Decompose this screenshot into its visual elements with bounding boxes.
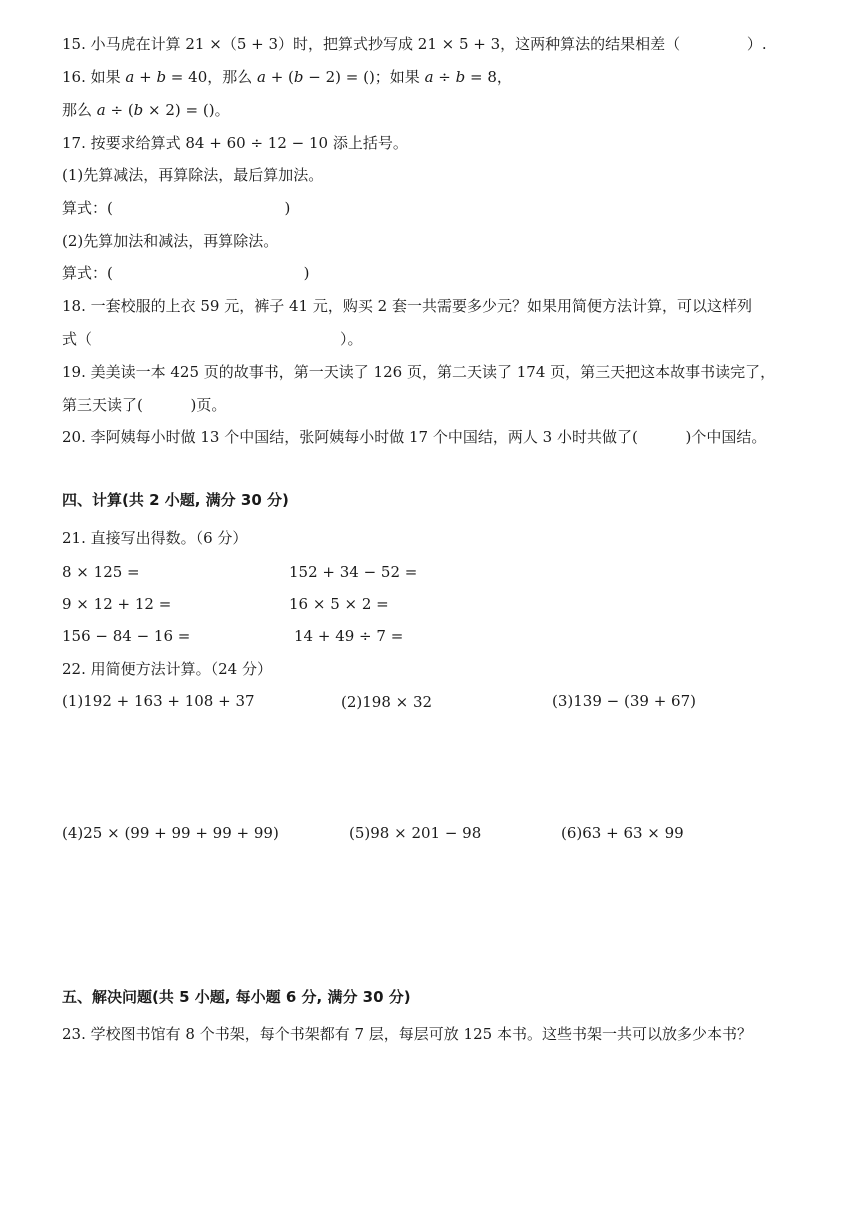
q22-item-3: (3)139 − (39 + 67)	[552, 692, 696, 710]
q21-item-4: 16 × 5 × 2 =	[289, 595, 389, 613]
question-18-line2: 式（ ）。	[62, 330, 363, 348]
question-17: 17. 按要求给算式 84 + 60 ÷ 12 − 10 添上括号。	[62, 134, 408, 152]
question-17-part1: (1)先算减法，再算除法，最后算加法。	[62, 166, 324, 184]
question-17-part2: (2)先算加法和减法，再算除法。	[62, 232, 279, 250]
question-16-line2: 那么 𝑎 ÷ (𝑏 × 2) = ()。	[62, 101, 230, 119]
section-5-heading: 五、解决问题(共 5 小题, 每小题 6 分, 满分 30 分)	[62, 988, 411, 1006]
q22-item-4: (4)25 × (99 + 99 + 99 + 99)	[62, 824, 279, 842]
question-23: 23. 学校图书馆有 8 个书架，每个书架都有 7 层，每层可放 125 本书。这些书架一共可以放多少本书？	[62, 1025, 752, 1043]
question-16-line1: 16. 如果 𝑎 + 𝑏 = 40，那么 𝑎 + (𝑏 − 2) = ()；如果 𝑎 ÷ 𝑏 = 8，	[62, 68, 512, 86]
question-21: 21. 直接写出得数。（6 分）	[62, 529, 248, 547]
q21-item-1: 8 × 125 =	[62, 563, 140, 581]
q21-item-5: 156 − 84 − 16 =	[62, 627, 191, 645]
question-22: 22. 用简便方法计算。（24 分）	[62, 660, 272, 678]
q22-item-5: (5)98 × 201 − 98	[349, 824, 482, 842]
q21-item-3: 9 × 12 + 12 =	[62, 595, 172, 613]
question-19-line1: 19. 美美读一本 425 页的故事书，第一天读了 126 页，第二天读了 174 页，第三天把这本故事书读完了，	[62, 363, 776, 381]
question-20: 20. 李阿姨每小时做 13 个中国结，张阿姨每小时做 17 个中国结，两人 3 小时共做了( )个中国结。	[62, 428, 767, 446]
question-19-line2: 第三天读了( )页。	[62, 396, 227, 414]
question-17-part2-answer: 算式：( )	[62, 264, 310, 282]
q22-item-6: (6)63 + 63 × 99	[561, 824, 684, 842]
question-18-line1: 18. 一套校服的上衣 59 元，裤子 41 元，购买 2 套一共需要多少元？如果用简便方法计算，可以这样列	[62, 297, 752, 315]
question-17-part1-answer: 算式：( )	[62, 199, 291, 217]
q22-item-2: (2)198 × 32	[341, 693, 433, 711]
q21-item-6: 14 + 49 ÷ 7 =	[294, 627, 404, 645]
q22-item-1: (1)192 + 163 + 108 + 37	[62, 692, 255, 710]
question-15: 15. 小马虎在计算 21 ×（5 + 3）时，把算式抄写成 21 × 5 + 3，这两种算法的结果相差（ ）.	[62, 35, 767, 53]
section-4-heading: 四、计算(共 2 小题, 满分 30 分)	[62, 491, 289, 509]
q21-item-2: 152 + 34 − 52 =	[289, 563, 418, 581]
